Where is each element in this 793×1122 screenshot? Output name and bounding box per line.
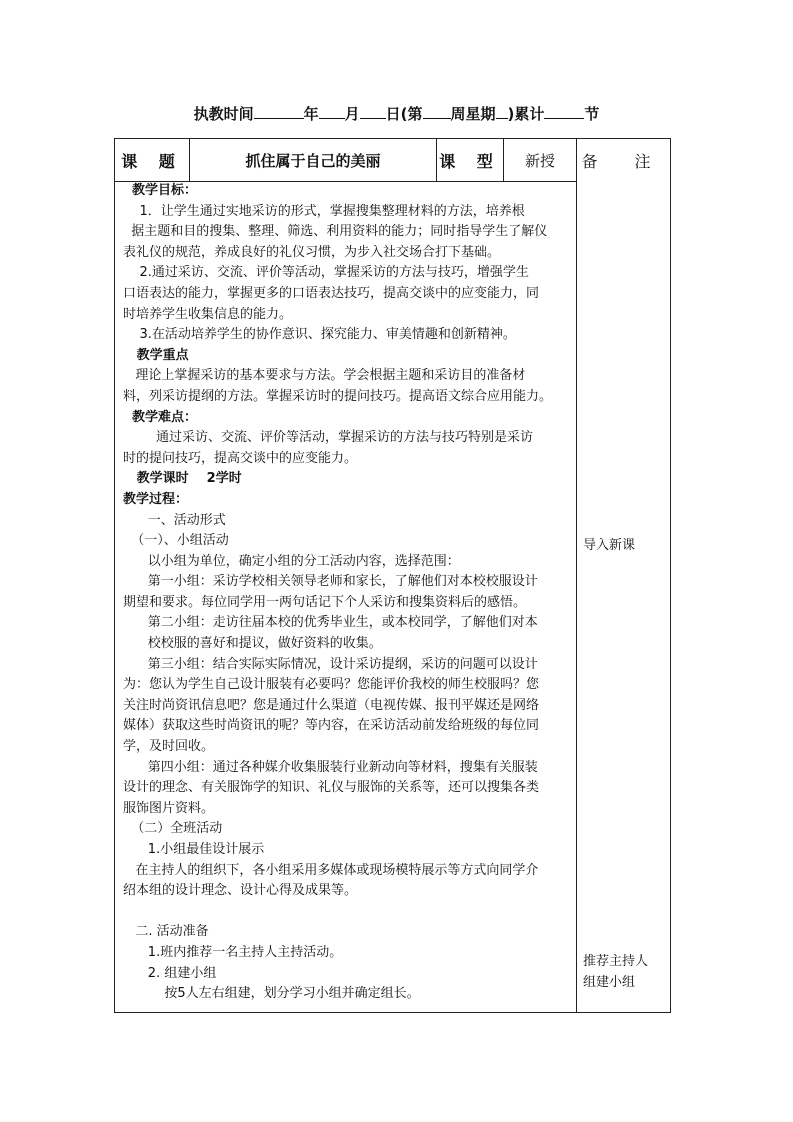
content-line: 1.班内推荐一名主持人主持活动。 bbox=[123, 944, 343, 960]
header-line bbox=[0, 103, 793, 124]
lesson-title: 抓住属于自己的美丽 bbox=[245, 151, 381, 170]
lesson-type: 新授 bbox=[524, 151, 555, 170]
content-line: 口语表达的能力，掌握更多的口语表达技巧，提高交谈中的应变能力，同 bbox=[123, 285, 540, 301]
content-line: 绍本组的设计理念、设计心得及成果等。 bbox=[123, 883, 358, 899]
content-line: 教学课时 2学时 bbox=[123, 471, 242, 487]
notes-label: 备 注 bbox=[581, 151, 667, 171]
side-note-intro: 导入新课 bbox=[583, 538, 636, 553]
header-seg-time: 执教时间 bbox=[193, 105, 254, 123]
content-line: 以小组为单位，确定小组的分工活动内容，选择范围： bbox=[123, 553, 460, 569]
content-line: 第一小组：采访学校相关领导老师和家长，了解他们对本校校服设计 bbox=[123, 574, 538, 590]
blank-total bbox=[544, 103, 584, 119]
content-line: 2.通过采访、交流、评价等活动，掌握采访的方法与技巧，增强学生 bbox=[123, 265, 529, 281]
title-label: 课 题 bbox=[121, 151, 183, 171]
lesson-table bbox=[114, 138, 671, 1013]
content-line: 期望和要求。每位同学用一两句话记下个人采访和搜集资料后的感悟。 bbox=[123, 594, 527, 610]
content-line: 第二小组：走访往届本校的优秀毕业生，或本校同学，了解他们对本 bbox=[123, 615, 538, 631]
content-line: 1.小组最佳设计展示 bbox=[123, 842, 265, 857]
content-line bbox=[123, 902, 571, 923]
content-line: 教学重点 bbox=[123, 347, 189, 363]
blank-weekday bbox=[496, 103, 508, 119]
content-line: 时的提问技巧，提高交谈中的应变能力。 bbox=[123, 450, 358, 466]
content-line: 教学过程： bbox=[123, 491, 189, 507]
content-line: 一、活动形式 bbox=[123, 512, 226, 528]
content-line: 据主题和目的搜集、整理、筛选、利用资料的能力；同时指导学生了解仪 bbox=[123, 224, 548, 240]
content-line: （二）全班活动 bbox=[123, 821, 223, 837]
content-line: 通过采访、交流、评价等活动，掌握采访的方法与技巧特别是采访 bbox=[123, 430, 534, 446]
header-seg-month: 月 bbox=[344, 105, 360, 123]
header-seg-weekday: 周星期 bbox=[450, 105, 496, 123]
content-line: 关注时尚资讯信息吧？您是通过什么渠道（电视传媒、报刊平媒还是网络 bbox=[123, 697, 540, 713]
content-line: 教学难点： bbox=[123, 409, 198, 425]
content-line: 服饰图片资料。 bbox=[123, 800, 215, 816]
lesson-content bbox=[123, 181, 571, 1005]
content-line: 校校服的喜好和提议，做好资料的收集。 bbox=[123, 636, 382, 652]
content-line: 按5人左右组建，划分学习小组并确定组长。 bbox=[123, 986, 420, 1002]
content-line: 3.在活动培养学生的协作意识、探究能力、审美情趣和创新精神。 bbox=[123, 327, 516, 343]
content-line: 第三小组：结合实际实际情况，设计采访提纲，采访的问题可以设计 bbox=[123, 656, 538, 672]
type-label: 课 型 bbox=[439, 151, 501, 171]
content-line: 在主持人的组织下，各小组采用多媒体或现场模特展示等方式向同学介 bbox=[123, 862, 539, 878]
content-line: 第四小组：通过各种媒介收集服装行业新动向等材料，搜集有关服装 bbox=[123, 759, 538, 775]
content-line: 媒体）获取这些时尚资讯的呢？等内容，在采访活动前发给班级的每位同 bbox=[123, 718, 540, 734]
content-line: 理论上掌握采访的基本要求与方法。学会根据主题和采访目的准备材 bbox=[123, 368, 526, 384]
header-seg-year: 年 bbox=[303, 105, 319, 123]
content-line: 时培养学生收集信息的能力。 bbox=[123, 306, 293, 322]
content-line: 学，及时回收。 bbox=[123, 739, 215, 755]
content-line: 设计的理念、有关服饰学的知识、礼仪与服饰的关系等，还可以搜集各类 bbox=[123, 780, 540, 796]
content-line: 料，列采访提纲的方法。掌握采访时的提问技巧。提高语文综合应用能力。 bbox=[123, 388, 553, 404]
header-seg-total: )累计 bbox=[507, 105, 545, 123]
header-seg-day: 日(第 bbox=[385, 105, 423, 123]
blank-day bbox=[360, 103, 386, 119]
blank-month bbox=[319, 103, 345, 119]
blank-week bbox=[423, 103, 451, 119]
content-line: 为：您认为学生自己设计服装有必要吗？您能评价我校的师生校服吗？您 bbox=[123, 677, 540, 693]
content-line: 2. 组建小组 bbox=[123, 965, 217, 981]
content-line: 表礼仪的规范，养成良好的礼仪习惯，为步入社交场合打下基础。 bbox=[123, 244, 501, 260]
side-note-host-line2: 组建小组 bbox=[583, 974, 636, 990]
content-line: 教学目标： bbox=[123, 183, 198, 198]
content-line: （一）、小组活动 bbox=[123, 533, 229, 549]
side-note-host-line1: 推荐主持人 bbox=[583, 954, 649, 969]
divider-notes bbox=[576, 139, 577, 1012]
header-seg-section: 节 bbox=[584, 105, 600, 123]
content-line: 二. 活动准备 bbox=[123, 924, 209, 940]
side-note-host bbox=[583, 952, 648, 993]
blank-year bbox=[254, 103, 304, 119]
content-line: 1．让学生通过实地采访的形式，掌握搜集整理材料的方法，培养根 bbox=[123, 203, 525, 219]
